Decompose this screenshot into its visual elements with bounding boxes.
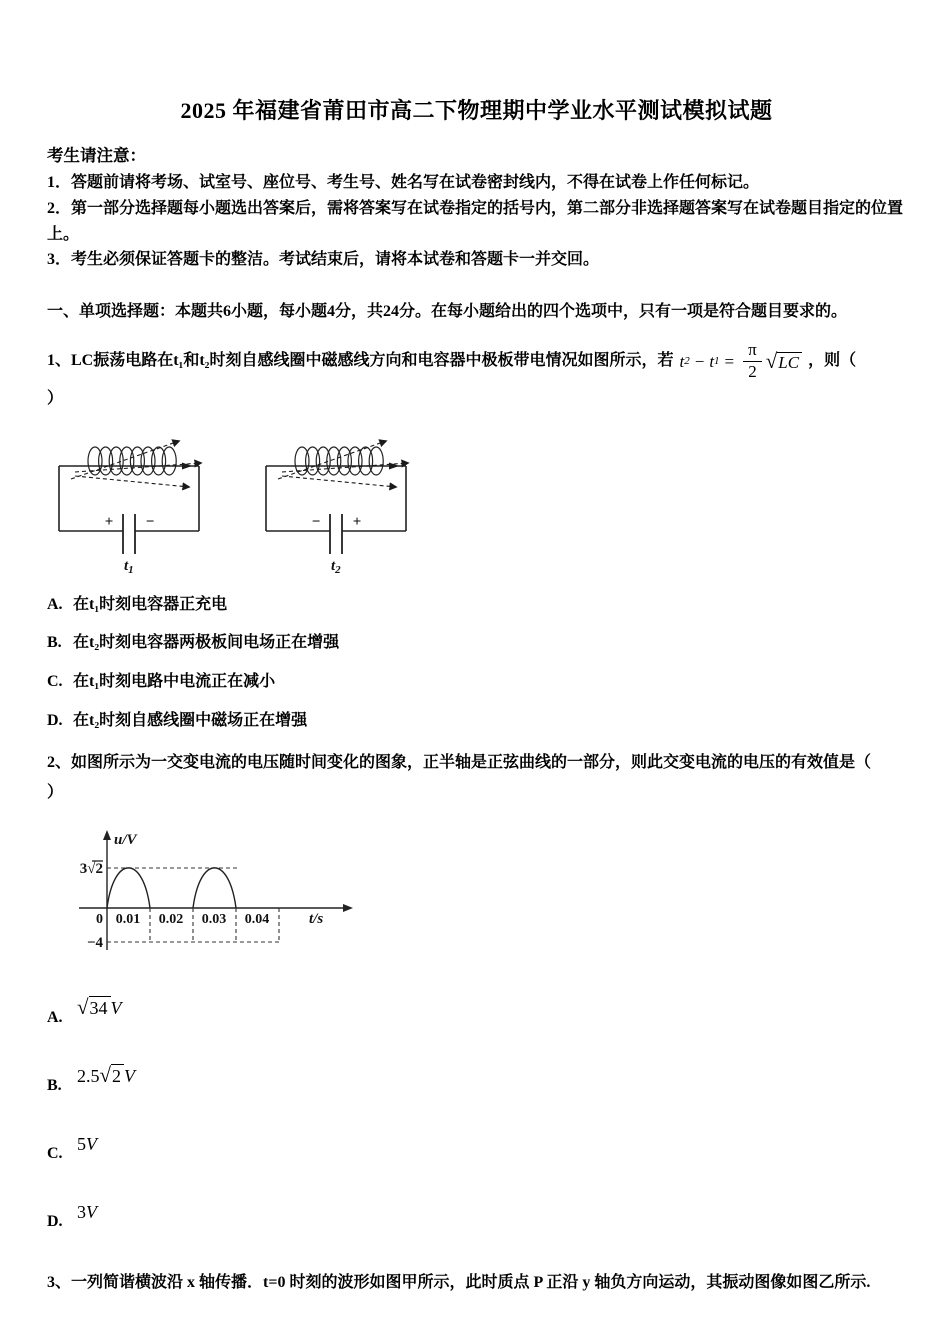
- option-label: B.: [47, 1076, 62, 1094]
- document-title: 2025 年福建省莆田市高二下物理期中学业水平测试模拟试题: [180, 98, 773, 123]
- formula-t1-base: t: [709, 351, 715, 371]
- question-3-stem: 3、一列简谐横波沿 x 轴传播．t=0 时刻的波形如图甲所示，此时质点 P 正沿 y 轴负方向运动，其振动图像如图乙所示.: [47, 1274, 871, 1292]
- option-math: [77, 1058, 135, 1092]
- unit: V: [86, 1134, 97, 1154]
- q1-stem-text: 1、LC振荡电路在t₁和t₂时刻自感线圈中磁感线方向和电容器中极板带电情况如图所示，若: [47, 352, 674, 370]
- q1-formula: [679, 341, 802, 381]
- radicand: 34: [89, 996, 111, 1018]
- option-label: B.: [47, 634, 62, 652]
- option-text: 在t₁时刻电容器正充电: [73, 595, 228, 613]
- option-math: [77, 1194, 97, 1228]
- q2-option-c: [47, 1134, 906, 1168]
- plate-sign-right: +: [352, 513, 362, 530]
- notice-item-1: 1．答题前请将考场、试室号、座位号、考生号、姓名写在试卷密封线内，不得在试卷上作任何标记。: [47, 173, 760, 191]
- option-text: 在t₂时刻电容器两极板间电场正在增强: [73, 634, 340, 652]
- plate-sign-right: −: [145, 513, 155, 530]
- x-axis-arrow: [343, 904, 353, 912]
- q2-close-paren: ）: [47, 784, 64, 802]
- peak-value-label: 3√2: [79, 860, 103, 877]
- notice-item-2: 2．第一部分选择题每小题选出答案后，需将答案写在试卷指定的括号内，第二部分非选择题答案写在试卷题目指定的位置上。: [47, 199, 904, 243]
- origin-label: 0: [96, 911, 103, 927]
- radical-sign: √: [765, 348, 778, 373]
- lc-circuit-t1: [51, 424, 216, 574]
- radical-sign: √: [99, 1062, 112, 1087]
- q2-options: [47, 994, 906, 1236]
- q2-option-b: [47, 1062, 906, 1100]
- option-label: C.: [47, 673, 63, 691]
- unit: V: [86, 1202, 97, 1223]
- notice-heading: 考生请注意：: [47, 146, 146, 165]
- fraction-denominator: 2: [748, 361, 757, 381]
- q1-option-d: [47, 708, 906, 734]
- y-axis-arrow: [103, 830, 111, 840]
- time-label-t1: $t_1$: [124, 557, 134, 574]
- plate-sign-left: +: [104, 513, 114, 530]
- option-math: [77, 1126, 97, 1160]
- coefficient: 3: [77, 1202, 86, 1223]
- formula-minus: −: [694, 351, 705, 371]
- formula-equals: =: [724, 351, 735, 371]
- tick-0-01: 0.01: [115, 911, 141, 927]
- option-label: D.: [47, 1213, 63, 1231]
- radical-sign: √: [77, 994, 89, 1019]
- notice-item-3: 3．考生必须保证答题卡的整洁。考试结束后，请将本试卷和答题卡一并交回。: [47, 251, 600, 269]
- coefficient: 2.5: [77, 1065, 100, 1086]
- lc-circuit-t2: [258, 424, 423, 574]
- unit: V: [124, 1065, 136, 1086]
- q2-option-d: [47, 1202, 906, 1236]
- sine-hump-1: [107, 868, 150, 908]
- q1-stem-after: ，则（: [808, 352, 857, 370]
- voltage-time-graph: [59, 824, 359, 959]
- inductor-coil: [295, 447, 383, 475]
- min-value-label: −4: [86, 934, 103, 951]
- tick-0-03: 0.03: [201, 911, 227, 927]
- radicand: 2: [111, 1064, 124, 1086]
- lc-circuit-figure: [51, 424, 906, 579]
- q1-option-b: [47, 630, 906, 656]
- coefficient: 5: [77, 1134, 86, 1154]
- q1-option-a: [47, 592, 906, 618]
- sine-hump-2: [193, 868, 236, 908]
- inductor-coil: [88, 447, 176, 475]
- q1-option-c: [47, 669, 906, 695]
- section-1-heading: 一、单项选择题：本题共6小题，每小题4分，共24分。在每小题给出的四个选项中，只有一项是符合题目要求的。: [47, 303, 848, 321]
- question-1-stem: [47, 341, 906, 381]
- unit: V: [110, 997, 122, 1018]
- option-label: A.: [47, 1008, 63, 1026]
- option-label: D.: [47, 712, 63, 730]
- tick-0-04: 0.04: [244, 911, 270, 927]
- time-label-t2: $t_2$: [331, 557, 341, 574]
- q1-options: [47, 592, 906, 735]
- q2-option-a: [47, 994, 906, 1032]
- option-text: 在t₂时刻自感线圈中磁场正在增强: [73, 712, 308, 730]
- tick-0-02: 0.02: [158, 911, 184, 927]
- radicand-LC: LC: [777, 352, 802, 371]
- formula-t1-sub: 1: [714, 354, 720, 367]
- x-axis-label: t/s: [309, 910, 324, 927]
- y-axis-label: u/V: [114, 831, 137, 848]
- option-text: 在t₁时刻电路中电流正在减小: [73, 673, 276, 691]
- plate-sign-left: −: [311, 513, 321, 530]
- formula-t2-base: t: [679, 351, 685, 371]
- option-math: [77, 990, 122, 1024]
- q1-close-paren: ）: [47, 389, 64, 407]
- question-2-stem: 2、如图所示为一交变电流的电压随时间变化的图象，正半轴是正弦曲线的一部分，则此交变电流的电压的有效值是（: [47, 754, 872, 772]
- fraction-numerator: π: [743, 341, 762, 362]
- formula-t2-sub: 2: [684, 354, 690, 367]
- option-label: A.: [47, 595, 63, 613]
- voltage-time-graph-figure: [59, 824, 906, 964]
- formula-fraction: [743, 341, 762, 381]
- option-label: C.: [47, 1145, 63, 1162]
